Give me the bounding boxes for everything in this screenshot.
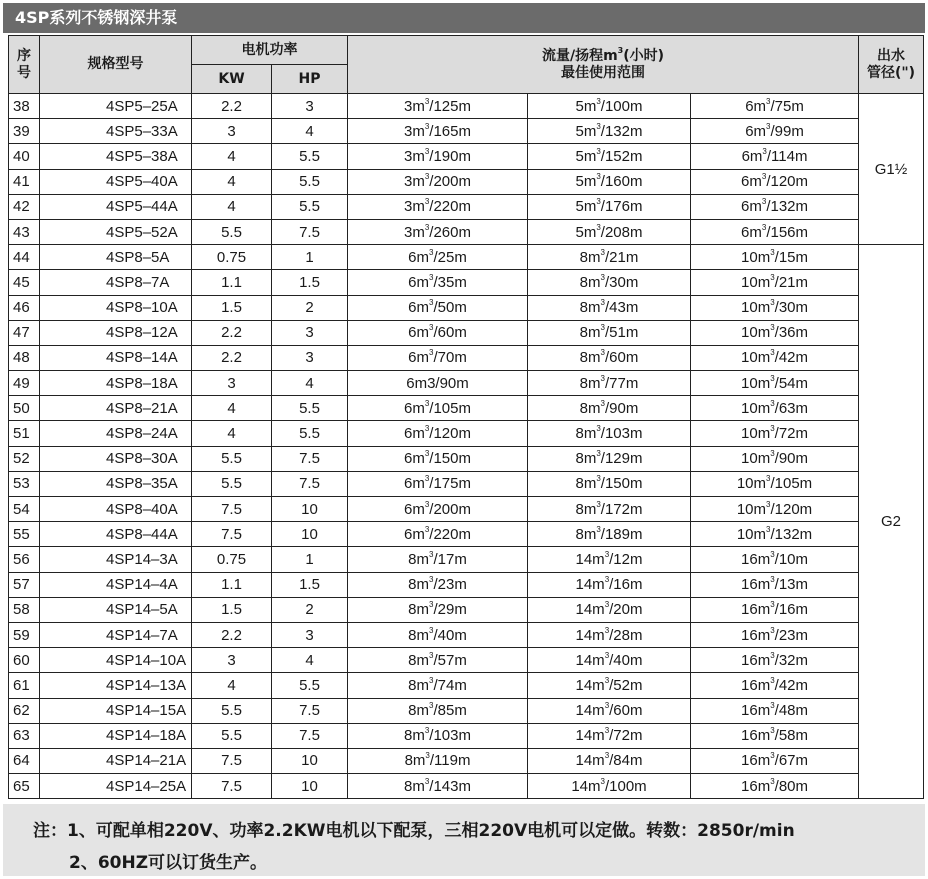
header-pipe-line1: 出水 [877, 47, 906, 64]
kw-cell: 3 [192, 648, 272, 673]
table-row [9, 497, 924, 522]
hp-cell: 5.5 [272, 194, 348, 219]
flow-cell-3: $16m^3/16m$ [691, 597, 859, 622]
seq-cell: 65 [9, 774, 40, 799]
model-cell: 4SP5–38A [40, 144, 192, 169]
model-cell: 4SP8–12A [40, 320, 192, 345]
hp-cell: 10 [272, 497, 348, 522]
seq-cell: 49 [9, 371, 40, 396]
header-hp: HP [272, 65, 348, 94]
seq-cell: 54 [9, 497, 40, 522]
flow-cell-3: $6m^3/114m$ [691, 144, 859, 169]
flow-cell-1: $6m^3/200m$ [348, 497, 528, 522]
pipe-size-cell: G2 [859, 245, 924, 799]
flow-cell-1: $6m^3/150m$ [348, 446, 528, 471]
seq-cell: 41 [9, 169, 40, 194]
kw-cell: 4 [192, 169, 272, 194]
seq-cell: 43 [9, 219, 40, 244]
hp-cell: 7.5 [272, 471, 348, 496]
kw-cell: 7.5 [192, 774, 272, 799]
kw-cell: 3 [192, 119, 272, 144]
table-row [9, 547, 924, 572]
kw-cell: 5.5 [192, 446, 272, 471]
table-row [9, 572, 924, 597]
flow-cell-1: 6m3/90m [348, 371, 528, 396]
flow-cell-2: $14m^3/100m$ [528, 774, 691, 799]
note-line-1: 注：1、可配单相220V、功率2.2KW电机以下配泵，三相220V电机可以定做。转数：2850r/min [33, 821, 795, 841]
table-row [9, 169, 924, 194]
header-power: 电机功率 [192, 36, 348, 65]
flow-cell-3: $10m^3/30m$ [691, 295, 859, 320]
model-cell: 4SP8–40A [40, 497, 192, 522]
hp-cell: 7.5 [272, 723, 348, 748]
table-row [9, 748, 924, 773]
flow-cell-1: $8m^3/103m$ [348, 723, 528, 748]
flow-cell-2: $14m^3/84m$ [528, 748, 691, 773]
model-cell: 4SP14–25A [40, 774, 192, 799]
table-row [9, 673, 924, 698]
flow-cell-3: $10m^3/105m$ [691, 471, 859, 496]
hp-cell: 4 [272, 371, 348, 396]
table-row [9, 94, 924, 119]
model-cell: 4SP8–14A [40, 345, 192, 370]
flow-cell-3: $6m^3/75m$ [691, 94, 859, 119]
model-cell: 4SP14–18A [40, 723, 192, 748]
table-row [9, 245, 924, 270]
flow-cell-2: $8m^3/21m$ [528, 245, 691, 270]
flow-cell-3: $6m^3/99m$ [691, 119, 859, 144]
kw-cell: 4 [192, 194, 272, 219]
seq-cell: 57 [9, 572, 40, 597]
table-row [9, 774, 924, 799]
flow-cell-1: $6m^3/25m$ [348, 245, 528, 270]
flow-cell-2: $14m^3/28m$ [528, 622, 691, 647]
kw-cell: 4 [192, 396, 272, 421]
flow-cell-3: $16m^3/67m$ [691, 748, 859, 773]
table-row [9, 421, 924, 446]
flow-cell-2: $5m^3/160m$ [528, 169, 691, 194]
flow-cell-2: $14m^3/16m$ [528, 572, 691, 597]
table-row [9, 396, 924, 421]
flow-cell-2: $8m^3/103m$ [528, 421, 691, 446]
header-flow [348, 36, 859, 94]
table-row [9, 648, 924, 673]
hp-cell: 5.5 [272, 396, 348, 421]
flow-cell-2: $8m^3/77m$ [528, 371, 691, 396]
table-row [9, 698, 924, 723]
model-cell: 4SP14–7A [40, 622, 192, 647]
flow-cell-3: $6m^3/120m$ [691, 169, 859, 194]
kw-cell: 5.5 [192, 723, 272, 748]
kw-cell: 0.75 [192, 547, 272, 572]
header-flow-line2: 最佳使用范围 [561, 64, 646, 81]
table-row [9, 144, 924, 169]
hp-cell: 3 [272, 622, 348, 647]
hp-cell: 10 [272, 522, 348, 547]
hp-cell: 5.5 [272, 673, 348, 698]
flow-cell-3: $10m^3/90m$ [691, 446, 859, 471]
seq-cell: 63 [9, 723, 40, 748]
hp-cell: 1 [272, 245, 348, 270]
kw-cell: 5.5 [192, 698, 272, 723]
kw-cell: 2.2 [192, 94, 272, 119]
flow-cell-3: $6m^3/156m$ [691, 219, 859, 244]
flow-cell-3: $10m^3/36m$ [691, 320, 859, 345]
model-cell: 4SP14–15A [40, 698, 192, 723]
hp-cell: 7.5 [272, 446, 348, 471]
seq-cell: 50 [9, 396, 40, 421]
seq-cell: 42 [9, 194, 40, 219]
flow-cell-2: $5m^3/176m$ [528, 194, 691, 219]
model-cell: 4SP14–4A [40, 572, 192, 597]
flow-cell-3: $16m^3/13m$ [691, 572, 859, 597]
flow-cell-1: $8m^3/23m$ [348, 572, 528, 597]
kw-cell: 1.5 [192, 295, 272, 320]
hp-cell: 2 [272, 295, 348, 320]
header-pipe-line2: 管径(") [866, 64, 916, 81]
flow-cell-3: $10m^3/132m$ [691, 522, 859, 547]
spec-table [8, 35, 924, 799]
kw-cell: 1.1 [192, 270, 272, 295]
table-row [9, 471, 924, 496]
hp-cell: 4 [272, 648, 348, 673]
model-cell: 4SP8–21A [40, 396, 192, 421]
table-row [9, 295, 924, 320]
flow-cell-2: $5m^3/208m$ [528, 219, 691, 244]
flow-cell-1: $6m^3/35m$ [348, 270, 528, 295]
seq-cell: 48 [9, 345, 40, 370]
hp-cell: 3 [272, 320, 348, 345]
table-row [9, 522, 924, 547]
table-row [9, 446, 924, 471]
hp-cell: 7.5 [272, 698, 348, 723]
flow-cell-2: $8m^3/172m$ [528, 497, 691, 522]
flow-cell-1: $6m^3/70m$ [348, 345, 528, 370]
model-cell: 4SP8–5A [40, 245, 192, 270]
seq-cell: 58 [9, 597, 40, 622]
flow-cell-3: $10m^3/72m$ [691, 421, 859, 446]
flow-cell-3: $16m^3/80m$ [691, 774, 859, 799]
seq-cell: 60 [9, 648, 40, 673]
flow-cell-1: $6m^3/50m$ [348, 295, 528, 320]
notes-panel [3, 804, 925, 876]
table-row [9, 371, 924, 396]
model-cell: 4SP8–10A [40, 295, 192, 320]
kw-cell: 2.2 [192, 320, 272, 345]
flow-cell-1: $8m^3/57m$ [348, 648, 528, 673]
flow-cell-2: $14m^3/12m$ [528, 547, 691, 572]
model-cell: 4SP5–52A [40, 219, 192, 244]
seq-cell: 52 [9, 446, 40, 471]
flow-cell-1: $6m^3/60m$ [348, 320, 528, 345]
table-row [9, 119, 924, 144]
flow-cell-1: $6m^3/120m$ [348, 421, 528, 446]
model-cell: 4SP14–5A [40, 597, 192, 622]
flow-cell-2: $14m^3/52m$ [528, 673, 691, 698]
flow-cell-3: $16m^3/58m$ [691, 723, 859, 748]
model-cell: 4SP5–44A [40, 194, 192, 219]
hp-cell: 3 [272, 94, 348, 119]
header-flow-line1: 流量/扬程$m^3$(小时) [541, 45, 665, 64]
header-kw: KW [192, 65, 272, 94]
kw-cell: 4 [192, 673, 272, 698]
model-cell: 4SP14–21A [40, 748, 192, 773]
flow-cell-3: $10m^3/21m$ [691, 270, 859, 295]
flow-cell-1: $3m^3/200m$ [348, 169, 528, 194]
header-model: 规格型号 [40, 36, 192, 94]
seq-cell: 45 [9, 270, 40, 295]
flow-cell-3: $16m^3/42m$ [691, 673, 859, 698]
table-row [9, 270, 924, 295]
hp-cell: 7.5 [272, 219, 348, 244]
header-seq-text: 序 号 [17, 47, 31, 81]
kw-cell: 5.5 [192, 219, 272, 244]
flow-cell-3: $16m^3/23m$ [691, 622, 859, 647]
table-row [9, 320, 924, 345]
model-cell: 4SP8–18A [40, 371, 192, 396]
seq-cell: 55 [9, 522, 40, 547]
seq-cell: 56 [9, 547, 40, 572]
flow-cell-3: $10m^3/54m$ [691, 371, 859, 396]
seq-cell: 39 [9, 119, 40, 144]
flow-cell-1: $8m^3/143m$ [348, 774, 528, 799]
seq-cell: 46 [9, 295, 40, 320]
hp-cell: 5.5 [272, 421, 348, 446]
model-cell: 4SP8–7A [40, 270, 192, 295]
table-row [9, 194, 924, 219]
flow-cell-2: $8m^3/129m$ [528, 446, 691, 471]
hp-cell: 3 [272, 345, 348, 370]
flow-cell-2: $8m^3/30m$ [528, 270, 691, 295]
kw-cell: 2.2 [192, 622, 272, 647]
hp-cell: 5.5 [272, 144, 348, 169]
kw-cell: 4 [192, 421, 272, 446]
kw-cell: 5.5 [192, 471, 272, 496]
flow-cell-3: $10m^3/120m$ [691, 497, 859, 522]
table-row [9, 622, 924, 647]
flow-cell-2: $14m^3/40m$ [528, 648, 691, 673]
flow-cell-1: $3m^3/220m$ [348, 194, 528, 219]
seq-cell: 47 [9, 320, 40, 345]
flow-cell-3: $6m^3/132m$ [691, 194, 859, 219]
flow-cell-2: $14m^3/72m$ [528, 723, 691, 748]
kw-cell: 0.75 [192, 245, 272, 270]
kw-cell: 1.1 [192, 572, 272, 597]
model-cell: 4SP8–44A [40, 522, 192, 547]
flow-cell-2: $8m^3/189m$ [528, 522, 691, 547]
model-cell: 4SP5–40A [40, 169, 192, 194]
flow-cell-2: $14m^3/60m$ [528, 698, 691, 723]
model-cell: 4SP14–10A [40, 648, 192, 673]
flow-cell-2: $5m^3/152m$ [528, 144, 691, 169]
flow-cell-2: $8m^3/90m$ [528, 396, 691, 421]
flow-cell-3: $10m^3/63m$ [691, 396, 859, 421]
spec-table-body [9, 94, 924, 799]
seq-cell: 59 [9, 622, 40, 647]
kw-cell: 1.5 [192, 597, 272, 622]
model-cell: 4SP8–35A [40, 471, 192, 496]
model-cell: 4SP14–13A [40, 673, 192, 698]
flow-cell-1: $3m^3/125m$ [348, 94, 528, 119]
flow-cell-1: $3m^3/190m$ [348, 144, 528, 169]
flow-cell-3: $10m^3/15m$ [691, 245, 859, 270]
flow-cell-1: $8m^3/74m$ [348, 673, 528, 698]
hp-cell: 5.5 [272, 169, 348, 194]
flow-cell-3: $16m^3/32m$ [691, 648, 859, 673]
flow-cell-2: $5m^3/132m$ [528, 119, 691, 144]
flow-cell-1: $8m^3/119m$ [348, 748, 528, 773]
flow-cell-3: $16m^3/48m$ [691, 698, 859, 723]
flow-cell-2: $8m^3/150m$ [528, 471, 691, 496]
flow-cell-1: $8m^3/17m$ [348, 547, 528, 572]
seq-cell: 38 [9, 94, 40, 119]
flow-cell-2: $14m^3/20m$ [528, 597, 691, 622]
kw-cell: 4 [192, 144, 272, 169]
table-row [9, 219, 924, 244]
flow-cell-1: $8m^3/40m$ [348, 622, 528, 647]
table-title: 4SP系列不锈钢深井泵 [3, 3, 925, 33]
flow-cell-1: $6m^3/175m$ [348, 471, 528, 496]
kw-cell: 7.5 [192, 522, 272, 547]
flow-cell-1: $8m^3/29m$ [348, 597, 528, 622]
table-row [9, 345, 924, 370]
seq-cell: 61 [9, 673, 40, 698]
seq-cell: 40 [9, 144, 40, 169]
hp-cell: 10 [272, 774, 348, 799]
hp-cell: 4 [272, 119, 348, 144]
flow-cell-1: $3m^3/165m$ [348, 119, 528, 144]
model-cell: 4SP14–3A [40, 547, 192, 572]
flow-cell-2: $5m^3/100m$ [528, 94, 691, 119]
flow-cell-2: $8m^3/51m$ [528, 320, 691, 345]
flow-cell-1: $6m^3/105m$ [348, 396, 528, 421]
table-row [9, 597, 924, 622]
model-cell: 4SP5–33A [40, 119, 192, 144]
model-cell: 4SP8–24A [40, 421, 192, 446]
flow-cell-2: $8m^3/60m$ [528, 345, 691, 370]
seq-cell: 62 [9, 698, 40, 723]
seq-cell: 53 [9, 471, 40, 496]
hp-cell: 1.5 [272, 270, 348, 295]
seq-cell: 64 [9, 748, 40, 773]
kw-cell: 2.2 [192, 345, 272, 370]
table-row [9, 723, 924, 748]
flow-cell-3: $16m^3/10m$ [691, 547, 859, 572]
note-line-2: 2、60HZ可以订货生产。 [69, 853, 268, 873]
flow-cell-1: $3m^3/260m$ [348, 219, 528, 244]
flow-cell-2: $8m^3/43m$ [528, 295, 691, 320]
kw-cell: 7.5 [192, 748, 272, 773]
flow-cell-1: $6m^3/220m$ [348, 522, 528, 547]
hp-cell: 2 [272, 597, 348, 622]
header-pipe [859, 36, 924, 94]
seq-cell: 51 [9, 421, 40, 446]
seq-cell: 44 [9, 245, 40, 270]
kw-cell: 3 [192, 371, 272, 396]
kw-cell: 7.5 [192, 497, 272, 522]
hp-cell: 1 [272, 547, 348, 572]
hp-cell: 10 [272, 748, 348, 773]
flow-cell-1: $8m^3/85m$ [348, 698, 528, 723]
model-cell: 4SP8–30A [40, 446, 192, 471]
model-cell: 4SP5–25A [40, 94, 192, 119]
pipe-size-cell: G1½ [859, 94, 924, 245]
hp-cell: 1.5 [272, 572, 348, 597]
flow-cell-3: $10m^3/42m$ [691, 345, 859, 370]
header-seq [9, 36, 40, 94]
